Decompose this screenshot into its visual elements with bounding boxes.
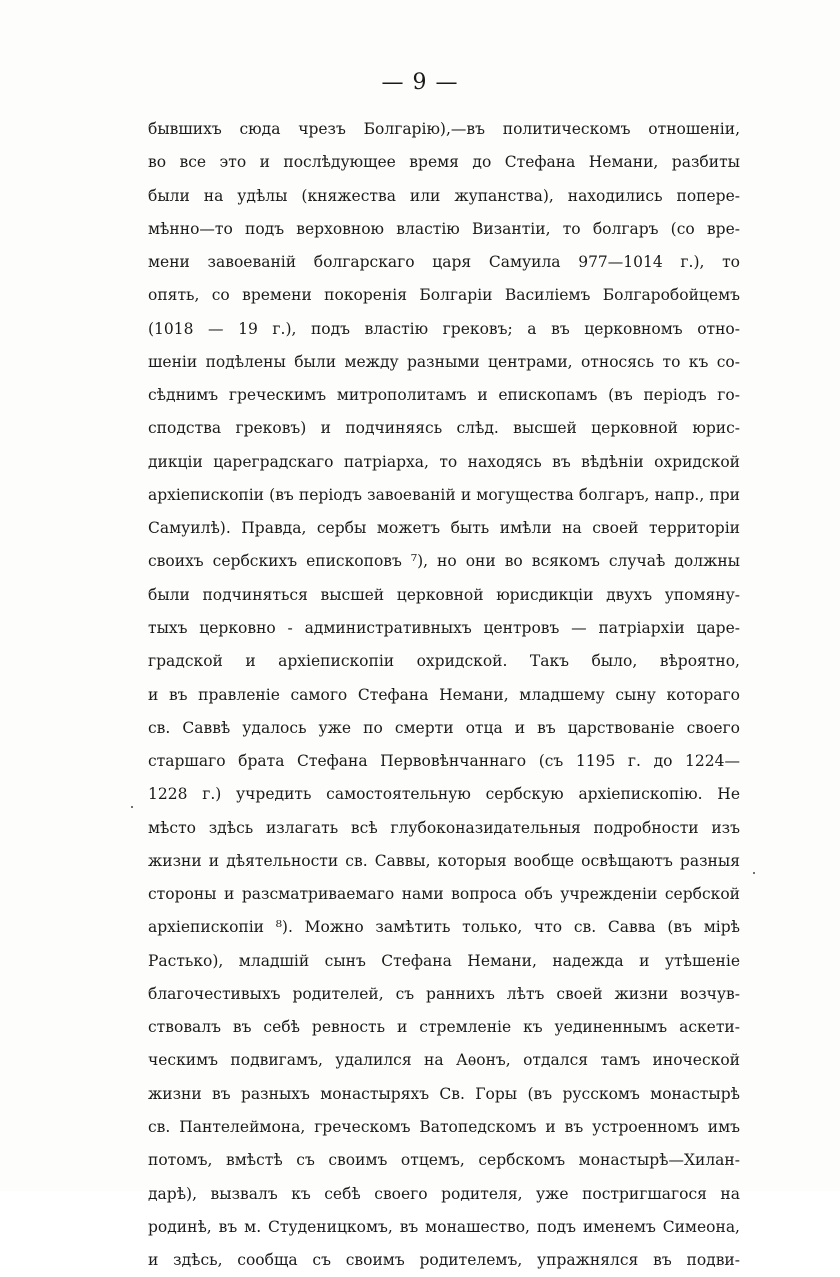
text-line: дарѣ), вызвалъ къ себѣ своего родителя, уже постригшагося на bbox=[148, 1184, 740, 1203]
body-text bbox=[148, 113, 740, 1277]
text-line: мени завоеваній болгарскаго царя Самуила 977—1014 г.), то bbox=[148, 253, 740, 272]
text-line: жизни въ разныхъ монастыряхъ Св. Горы (въ русскомъ монастырѣ bbox=[148, 1084, 740, 1103]
text-line: дикціи цареградскаго патріарха, то находясь въ вѣдѣніи охридской bbox=[148, 452, 740, 471]
text-line: были подчиняться высшей церковной юрисдикціи двухъ упомяну- bbox=[148, 585, 740, 604]
print-speck bbox=[753, 872, 755, 874]
text-line: Растько), младшій сынъ Стефана Немани, надежда и утѣшеніе bbox=[148, 951, 740, 970]
text-line: мѣсто здѣсь излагать всѣ глубоконазидательныя подробности изъ bbox=[148, 818, 740, 837]
text-line: св. Саввѣ удалось уже по смерти отца и въ царствованіе своего bbox=[148, 718, 740, 737]
text-line: благочестивыхъ родителей, съ раннихъ лѣтъ своей жизни возчув- bbox=[148, 984, 740, 1003]
text-line: опять, со времени покоренія Болгаріи Василіемъ Болгаробойцемъ bbox=[148, 286, 740, 305]
text-line: сподства грековъ) и подчиняясь слѣд. высшей церковной юрис- bbox=[148, 419, 740, 438]
text-line: стороны и разсматриваемаго нами вопроса объ учрежденіи сербской bbox=[148, 885, 740, 904]
text-line: ческимъ подвигамъ, удалился на Аѳонъ, отдался тамъ иноческой bbox=[148, 1051, 740, 1070]
text-line: шеніи подѣлены были между разными центрами, относясь то къ со- bbox=[148, 352, 740, 371]
text-line: тыхъ церковно - административныхъ центровъ — патріархіи царе- bbox=[148, 618, 740, 637]
text-line: старшаго брата Стефана Первовѣнчаннаго (съ 1195 г. до 1224— bbox=[148, 752, 740, 771]
text-line: сѣднимъ греческимъ митрополитамъ и епископамъ (въ періодъ го- bbox=[148, 386, 740, 405]
text-line: ствовалъ въ себѣ ревность и стремленіе къ уединеннымъ аскети- bbox=[148, 1018, 740, 1037]
print-speck bbox=[131, 806, 133, 808]
text-line: мѣнно—то подъ верховною властію Византіи, то болгаръ (со вре- bbox=[148, 219, 740, 238]
text-line: св. Пантелеймона, греческомъ Ватопедскомъ и въ устроенномъ имъ bbox=[148, 1117, 740, 1136]
text-line: были на удѣлы (княжества или жупанства), находились попере- bbox=[148, 186, 740, 205]
text-line: и здѣсь, сообща съ своимъ родителемъ, упражнялся въ подви- bbox=[148, 1251, 740, 1270]
text-line: родинѣ, въ м. Студеницкомъ, въ монашество, подъ именемъ Симеона, bbox=[148, 1217, 740, 1236]
text-line: Самуилѣ). Правда, сербы можетъ быть имѣли на своей территоріи bbox=[148, 519, 740, 538]
text-line: потомъ, вмѣстѣ съ своимъ отцемъ, сербскомъ монастырѣ—Хилан- bbox=[148, 1151, 740, 1170]
text-line: жизни и дѣятельности св. Саввы, которыя вообще освѣщаютъ разныя bbox=[148, 851, 740, 870]
text-line: своихъ сербскихъ епископовъ ⁷), но они во всякомъ случаѣ должны bbox=[148, 552, 740, 571]
text-line: 1228 г.) учредить самостоятельную сербскую архіепископію. Не bbox=[148, 785, 740, 804]
text-line: градской и архіепископіи охридской. Такъ было, вѣроятно, bbox=[148, 652, 740, 671]
text-line: архіепископіи (въ періодъ завоеваній и могущества болгаръ, напр., при bbox=[148, 485, 740, 504]
text-line: (1018 — 19 г.), подъ властію грековъ; а въ церковномъ отно- bbox=[148, 319, 740, 338]
text-line: во все это и послѣдующее время до Стефана Немани, разбиты bbox=[148, 153, 740, 172]
text-line: и въ правленіе самого Стефана Немани, младшему сыну котораго bbox=[148, 685, 740, 704]
page-number: — 9 — bbox=[381, 70, 459, 95]
text-line: архіепископіи ⁸). Можно замѣтить только, что св. Савва (въ мірѣ bbox=[148, 918, 740, 937]
text-line: бывшихъ сюда чрезъ Болгарію),—въ политическомъ отношеніи, bbox=[148, 120, 740, 138]
